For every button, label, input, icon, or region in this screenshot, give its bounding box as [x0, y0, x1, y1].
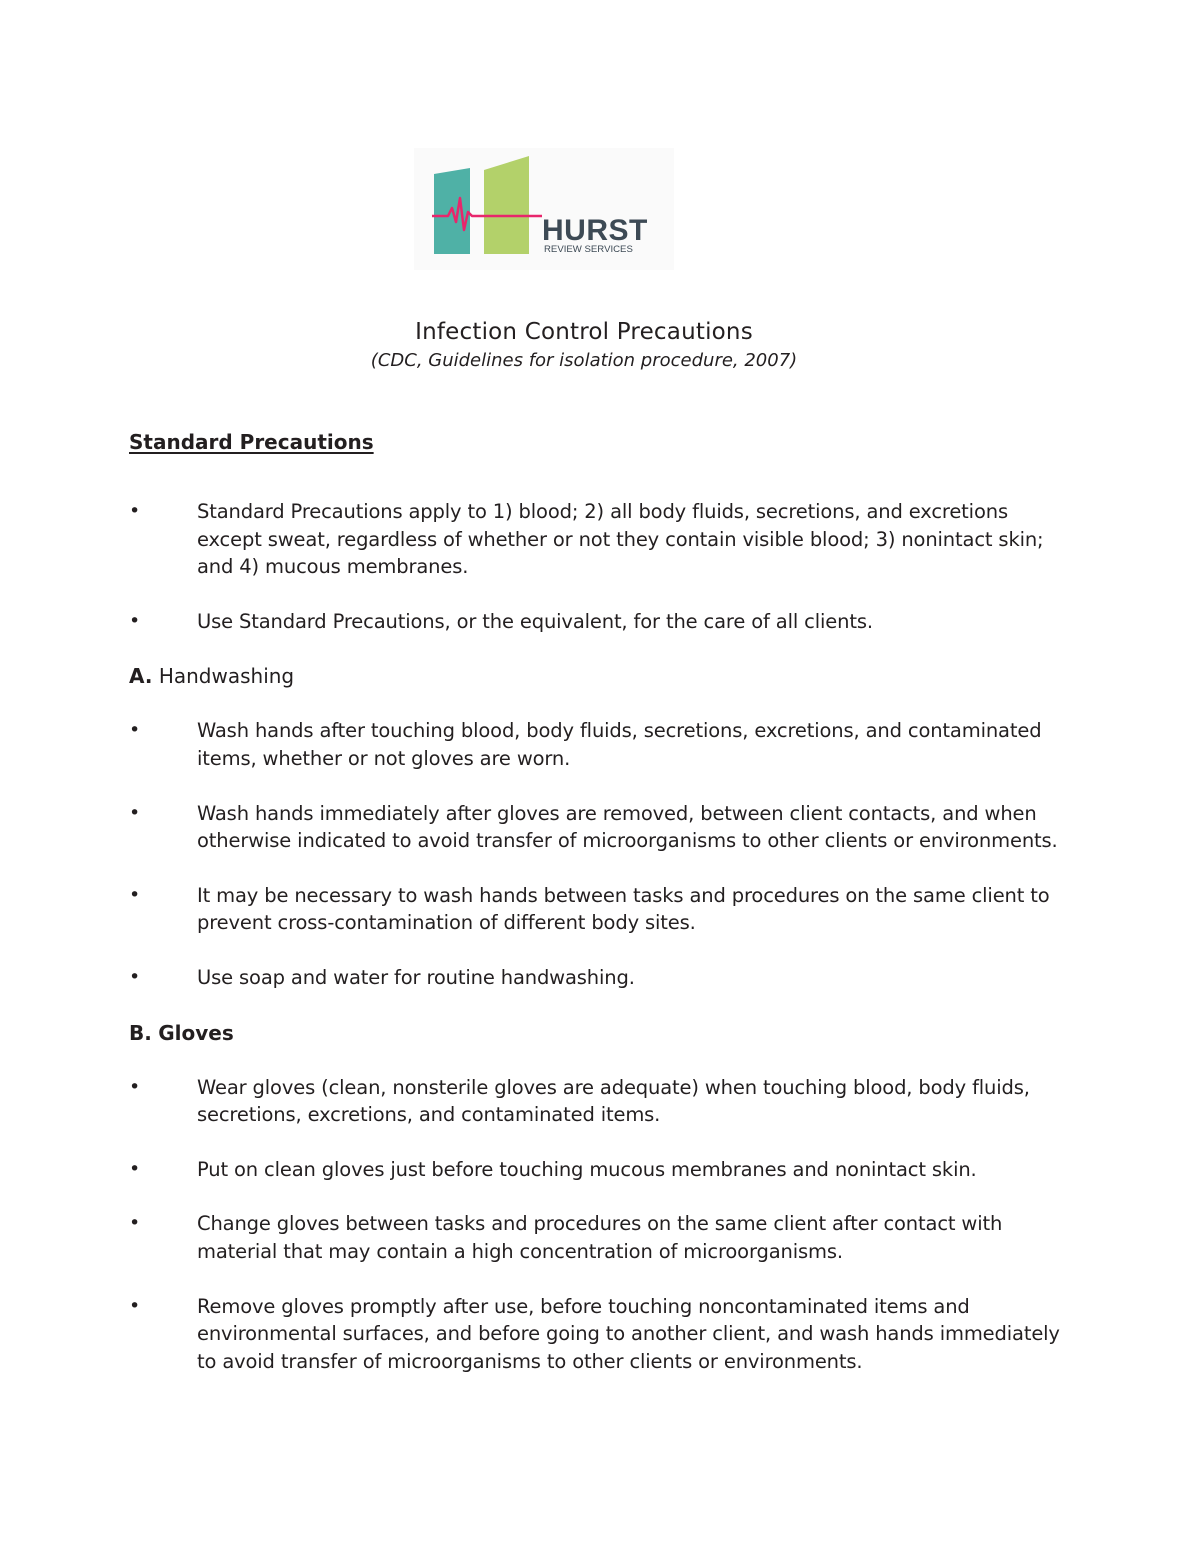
handwashing-heading-letter: A. — [129, 664, 153, 689]
document-body — [129, 428, 1069, 1402]
list-item-text: Standard Precautions apply to 1) blood; 2) all body fluids, secretions, and excretions except sweat, regardless of whether or not they contain visible blood; 3) nonintact skin; and 4) mucous membranes. — [197, 500, 1044, 579]
list-item-text: Use Standard Precautions, or the equivalent, for the care of all clients. — [197, 609, 873, 633]
gloves-heading-label: Gloves — [158, 1020, 234, 1045]
bullet-icon: • — [129, 801, 141, 824]
list-item-text: Change gloves between tasks and procedures on the same client after contact with material that may contain a high concentration of microorganisms. — [197, 1212, 1003, 1263]
standard-precautions-list — [129, 498, 1069, 635]
handwashing-heading-label: Handwashing — [158, 664, 295, 689]
bullet-icon: • — [129, 609, 141, 632]
list-item — [129, 1293, 1069, 1376]
gloves-heading — [129, 1019, 1069, 1047]
list-item — [129, 1210, 1069, 1265]
logo-green-bar — [484, 156, 529, 254]
page-title: Infection Control Precautions — [415, 319, 753, 345]
hurst-logo — [414, 148, 674, 270]
list-item-text: Wash hands after touching blood, body fluids, secretions, excretions, and contaminated items, whether or not gloves are worn. — [197, 719, 1042, 770]
bullet-icon: • — [129, 1157, 141, 1180]
bullet-icon: • — [129, 1294, 141, 1317]
hurst-logo-graphic — [414, 148, 674, 270]
list-item — [129, 964, 1069, 992]
bullet-icon: • — [129, 1212, 141, 1235]
page-subtitle: (CDC, Guidelines for isolation procedure, 2007) — [370, 350, 798, 371]
list-item-text: Remove gloves promptly after use, before touching noncontaminated items and environmental surfaces, and before going to another client, and wash hands immediately to avoid transfer of microorganisms to other clients or environments. — [197, 1294, 1060, 1373]
list-item — [129, 717, 1069, 772]
standard-precautions-heading: Standard Precautions — [129, 430, 374, 454]
list-item-text: Use soap and water for routine handwashing. — [197, 965, 635, 989]
handwashing-list — [129, 717, 1069, 991]
list-item — [129, 882, 1069, 937]
bullet-icon: • — [129, 883, 141, 906]
list-item-text: It may be necessary to wash hands between tasks and procedures on the same client to prevent cross-contamination of different body sites. — [197, 883, 1050, 935]
list-item — [129, 608, 1069, 636]
handwashing-heading — [129, 662, 1069, 690]
logo-wordmark: HURST — [542, 214, 648, 247]
list-item — [129, 498, 1069, 581]
list-item-text: Wash hands immediately after gloves are removed, between client contacts, and when otherwise indicated to avoid transfer of microorganisms to other clients or environments. — [197, 801, 1058, 853]
bullet-icon: • — [129, 500, 141, 522]
list-item — [129, 1074, 1069, 1129]
gloves-heading-letter: B. — [129, 1020, 152, 1045]
gloves-list — [129, 1074, 1069, 1376]
list-item — [129, 800, 1069, 855]
list-item-text: Wear gloves (clean, nonsterile gloves are adequate) when touching blood, body fluids, secretions, excretions, and contaminated items. — [197, 1075, 1030, 1127]
logo-tagline: REVIEW SERVICES — [544, 244, 633, 255]
list-item-text: Put on clean gloves just before touching mucous membranes and nonintact skin. — [197, 1157, 977, 1181]
bullet-icon: • — [129, 1075, 141, 1098]
list-item — [129, 1156, 1069, 1184]
bullet-icon: • — [129, 965, 141, 988]
bullet-icon: • — [129, 719, 141, 742]
